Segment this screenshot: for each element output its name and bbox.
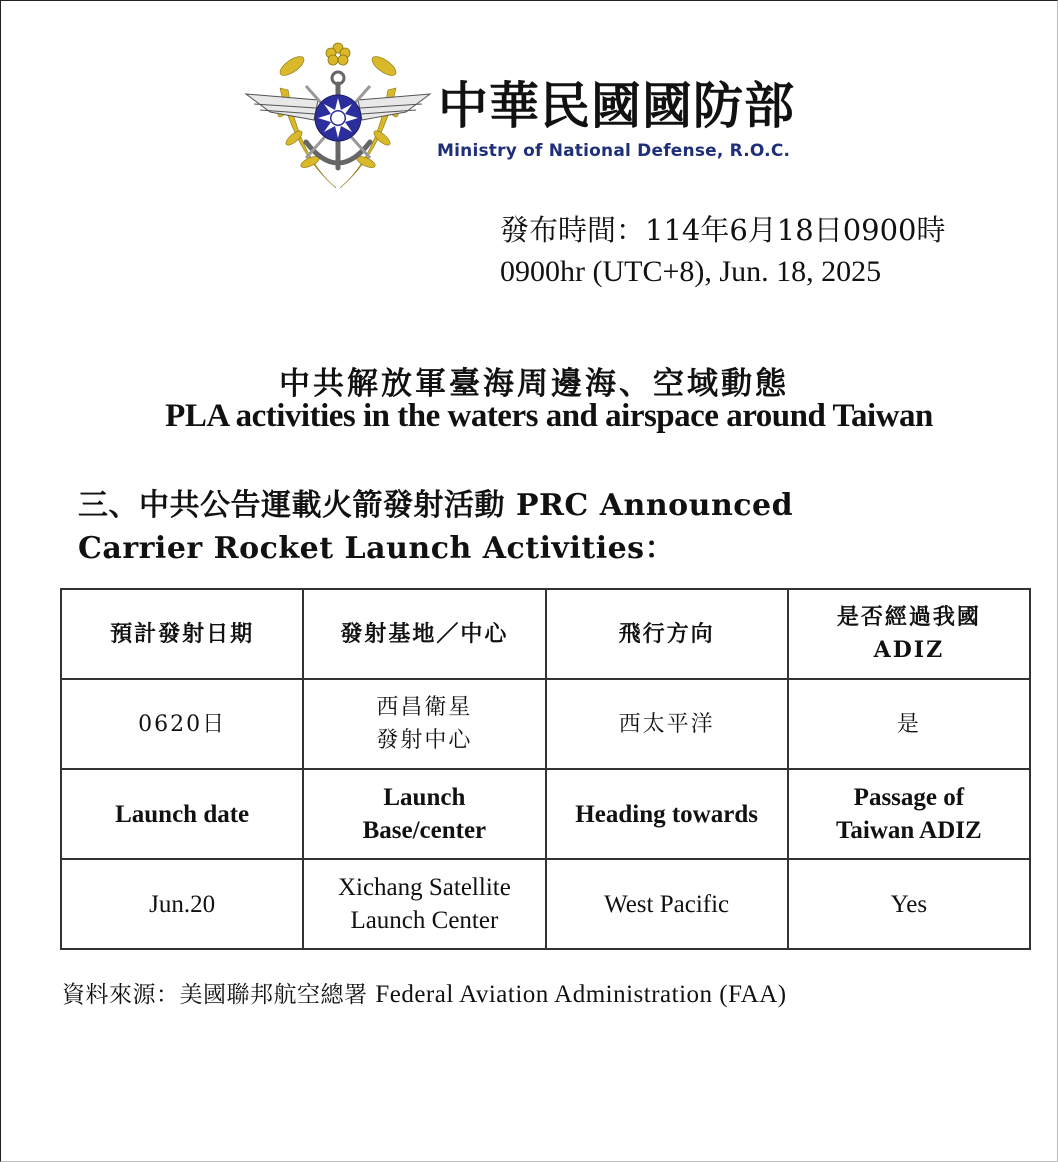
cell-base-cn-line-2: 發射中心 [376, 728, 473, 753]
header-adiz-en [788, 769, 1030, 859]
section-title [78, 484, 978, 570]
source-note [62, 976, 787, 1009]
table-header-row-cn [61, 589, 1030, 679]
page-title-en: PLA activities in the waters and airspace around Taiwan [165, 398, 933, 434]
cell-heading-en: West Pacific [546, 859, 788, 949]
cell-base-cn [303, 679, 545, 769]
header-launch-base-cn: 發射基地／中心 [303, 589, 545, 679]
header-launch-date-en: Launch date [61, 769, 303, 859]
cell-adiz-cn: 是 [788, 679, 1030, 769]
cell-base-en-line-2: Launch Center [350, 907, 499, 934]
cell-date-cn: 0620日 [61, 679, 303, 769]
mnd-emblem-icon [240, 38, 436, 194]
cell-base-cn-line-1: 西昌衛星 [376, 695, 473, 720]
header-launch-base-en-line-1: Launch [383, 784, 466, 811]
header-adiz-cn [788, 589, 1030, 679]
release-time-cn: 發布時間：114年6月18日0900時 [500, 213, 946, 247]
launch-table [60, 588, 1031, 950]
cell-date-en: Jun.20 [61, 859, 303, 949]
table-row-en [61, 859, 1030, 949]
release-time-en: 0900hr (UTC+8), Jun. 18, 2025 [500, 255, 882, 288]
table-header-row-en [61, 769, 1030, 859]
header-adiz-en-line-2: Taiwan ADIZ [836, 817, 982, 844]
source-note-cn: 資料來源：美國聯邦航空總署 [62, 982, 368, 1008]
cell-base-en-line-1: Xichang Satellite [337, 874, 511, 901]
header-launch-date-cn: 預計發射日期 [61, 589, 303, 679]
header-adiz-cn-line-2: ADIZ [873, 637, 945, 663]
cell-adiz-en: Yes [788, 859, 1030, 949]
section-title-line-2: Carrier Rocket Launch Activities： [78, 531, 676, 566]
header-launch-base-en [303, 769, 545, 859]
page-title-cn: 中共解放軍臺海周邊海、空域動態 [279, 366, 789, 402]
header-launch-base-en-line-2: Base/center [362, 817, 487, 844]
org-name-cn: 中華民國國防部 [438, 77, 795, 135]
source-note-en: Federal Aviation Administration (FAA) [375, 981, 787, 1008]
org-name-en: Ministry of National Defense, R.O.C. [437, 141, 791, 161]
header-heading-cn: 飛行方向 [546, 589, 788, 679]
header-adiz-cn-line-1: 是否經過我國 [836, 604, 981, 630]
header-adiz-en-line-1: Passage of [853, 784, 965, 811]
header-heading-en: Heading towards [546, 769, 788, 859]
cell-base-en [303, 859, 545, 949]
table-row-cn [61, 679, 1030, 769]
section-title-line-1: 三、中共公告運載火箭發射活動 PRC Announced [78, 488, 794, 523]
cell-heading-cn: 西太平洋 [546, 679, 788, 769]
